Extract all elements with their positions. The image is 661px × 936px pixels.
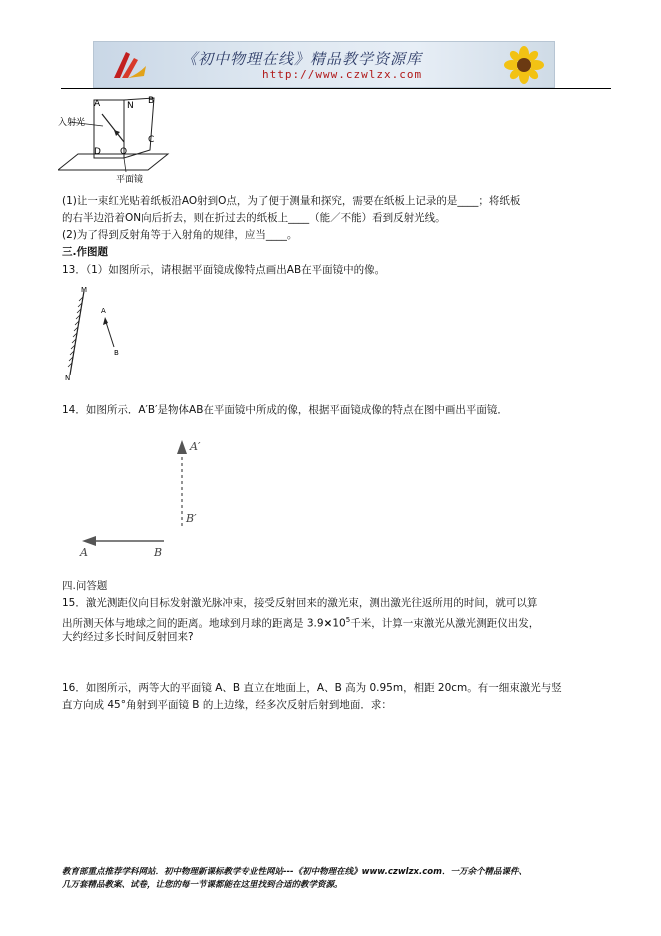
q14-text: 14．如图所示．A′B′是物体AB在平面镜中所成的像，根据平面镜成像的特点在图中画出平面镜．	[62, 404, 508, 416]
q15-power-base: 10	[332, 617, 346, 630]
q13-label-b: B	[114, 349, 119, 357]
q14-image-figure	[70, 430, 250, 562]
q15-line2-end: 千米，计算一束激光从激光测距仪出发，	[350, 617, 540, 630]
site-logo-icon	[108, 48, 148, 82]
q14-label-a: A	[80, 546, 88, 559]
q13-mirror-figure	[58, 283, 128, 381]
header-banner	[93, 41, 555, 88]
q15-line3: 大约经过多长时间反射回来?	[62, 631, 194, 643]
q15-line2-start: 出所测天体与地球之间的距离。地球到月球的距离是 3.9	[62, 617, 324, 630]
reflection-experiment-figure	[58, 92, 188, 184]
sunflower-icon	[500, 46, 548, 84]
fig1-label-c: C	[148, 135, 155, 145]
fig1-label-o: O	[120, 147, 128, 157]
q13-label-a: A	[101, 307, 106, 315]
q14-label-b: B	[154, 546, 163, 559]
q13-label-m: M	[81, 286, 88, 294]
q16-line2: 直方向成 45°角射到平面镜 B 的上边缘，经多次反射后射到地面．求：	[62, 699, 392, 711]
q12-line1: (1)让一束红光贴着纸板沿AO射到O点，为了便于测量和探究，需要在纸板上记录的是____；将纸板	[62, 195, 521, 207]
q15-line1: 15．激光测距仪向目标发射激光脉冲束，接受反射回来的激光束，测出激光往返所用的时间，就可以算	[62, 597, 538, 609]
fig1-caption: 平面镜	[116, 175, 144, 184]
banner-title: 《初中物理在线》精品教学资源库	[182, 50, 423, 68]
section3-title: 三.作图题	[62, 246, 108, 258]
q15-power-exponent: 5	[345, 616, 351, 624]
q15-times-sign: ×	[323, 617, 333, 630]
q12-line2: 的右半边沿着ON向后折去，则在折过去的纸板上____（能／不能）看到反射光线。	[62, 212, 446, 224]
q12-line3: (2)为了得到反射角等于入射角的规律，应当____。	[62, 229, 298, 241]
footer-line1: 教育部重点推荐学科网站．初中物理新课标教学专业性网站---《初中物理在线》www.czwlzx.com．一万余个精品课件、	[62, 867, 527, 877]
fig1-label-b: B	[148, 96, 155, 106]
fig1-label-a: A	[94, 99, 101, 109]
section4-title: 四.问答题	[62, 580, 108, 592]
banner-url[interactable]: http://www.czwlzx.com	[262, 68, 423, 81]
header-rule	[61, 88, 611, 89]
q14-label-b-prime: B′	[186, 512, 197, 525]
fig1-label-incident-ray: 入射光	[58, 118, 86, 128]
fig1-label-n: N	[127, 101, 134, 111]
footer-line2: 几万套精品教案、试卷，让您的每一节课都能在这里找到合适的教学资源。	[62, 880, 343, 890]
q13-label-n: N	[65, 374, 71, 381]
q14-label-a-prime: A′	[190, 440, 201, 453]
fig1-label-d: D	[94, 147, 101, 157]
q13-text: 13．（1）如图所示，请根据平面镜成像特点画出AB在平面镜中的像。	[62, 264, 386, 276]
q16-line1: 16．如图所示，两等大的平面镜 A、B 直立在地面上，A、B 高为 0.95m，相距 20cm。有一细束激光与竖	[62, 682, 562, 694]
